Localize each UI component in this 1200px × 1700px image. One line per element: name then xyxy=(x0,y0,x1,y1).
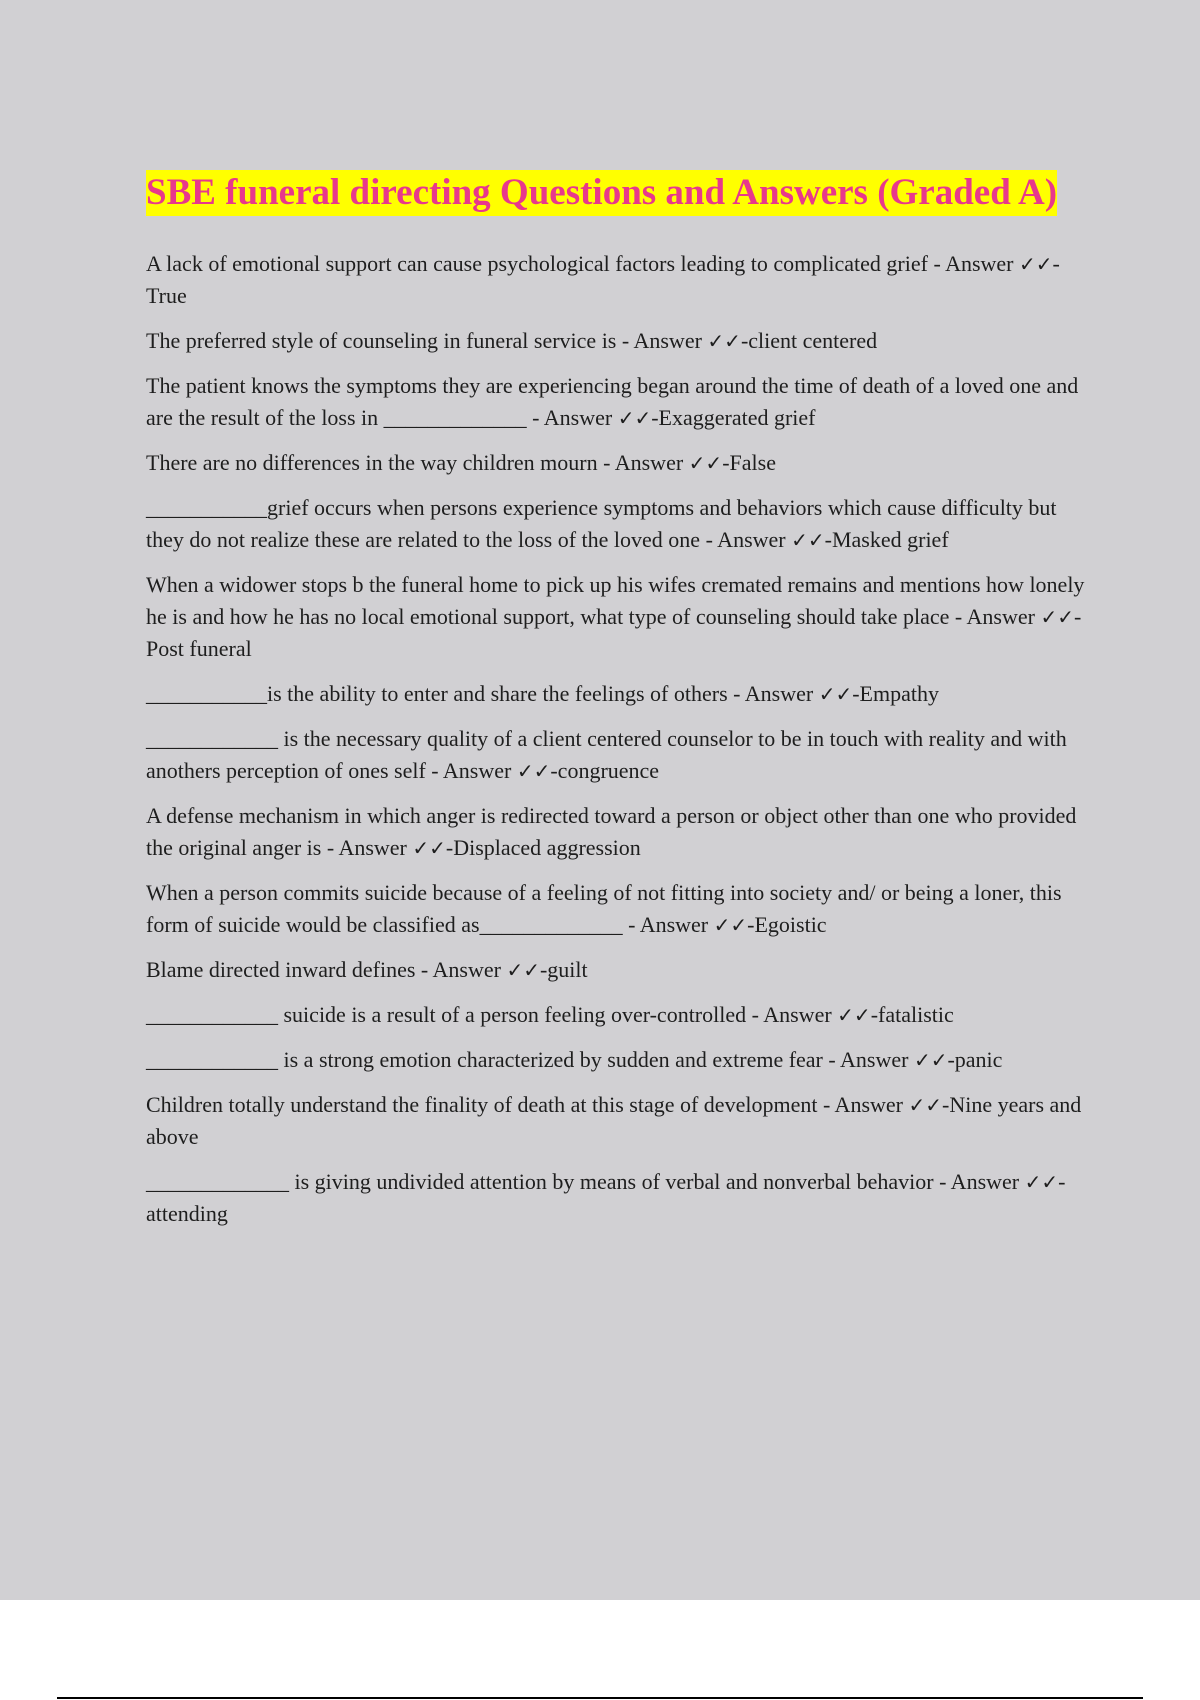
document-content xyxy=(146,170,1091,1243)
double-check-icon: ✓✓ xyxy=(1024,1170,1059,1194)
question-text: ____________ is a strong emotion characterized by sudden and extreme fear - Answer xyxy=(146,1047,914,1072)
answer-text: -panic xyxy=(947,1047,1003,1072)
double-check-icon: ✓✓ xyxy=(412,836,446,860)
answer-text: -fatalistic xyxy=(870,1002,954,1027)
qa-item xyxy=(146,447,1091,479)
qa-item xyxy=(146,370,1091,434)
question-text: The patient knows the symptoms they are experiencing began around the time of death of a loved one and are the result of the loss in _____________ - Answer xyxy=(146,373,1079,430)
answer-text: -Masked grief xyxy=(824,527,949,552)
answer-text: -Post funeral xyxy=(146,604,1082,661)
qa-item xyxy=(146,492,1091,556)
qa-item xyxy=(146,1044,1091,1076)
answer-text: -client centered xyxy=(740,328,878,353)
question-text: When a person commits suicide because of a feeling of not fitting into society and/ or being a loner, this form of suicide would be classified as_____________ - Answer xyxy=(146,880,1062,937)
question-text: ___________is the ability to enter and share the feelings of others - Answer xyxy=(146,681,819,706)
question-text: There are no differences in the way children mourn - Answer xyxy=(146,450,689,475)
page-divider-line xyxy=(57,1697,1143,1699)
question-text: The preferred style of counseling in funeral service is - Answer xyxy=(146,328,708,353)
answer-text: -congruence xyxy=(550,758,660,783)
double-check-icon: ✓✓ xyxy=(837,1003,871,1027)
question-text: ___________grief occurs when persons experience symptoms and behaviors which cause difficulty but they do not realize these are related to the loss of the loved one - Answer xyxy=(146,495,1057,552)
double-check-icon: ✓✓ xyxy=(617,406,652,430)
qa-item xyxy=(146,954,1091,986)
answer-text: -Exaggerated grief xyxy=(651,405,816,430)
answer-text: -True xyxy=(146,251,1060,308)
question-text: ____________ suicide is a result of a person feeling over-controlled - Answer xyxy=(146,1002,838,1027)
double-check-icon: ✓✓ xyxy=(908,1093,942,1117)
double-check-icon: ✓✓ xyxy=(516,759,551,783)
double-check-icon: ✓✓ xyxy=(1040,605,1074,629)
question-text: When a widower stops b the funeral home to pick up his wifes cremated remains and mentions how lonely he is and how he has no local emotional support, what type of counseling should take place - Answer xyxy=(146,572,1085,629)
double-check-icon: ✓✓ xyxy=(913,1048,948,1072)
double-check-icon: ✓✓ xyxy=(506,958,540,982)
qa-item xyxy=(146,1166,1091,1230)
double-check-icon: ✓✓ xyxy=(688,451,723,475)
question-text: A lack of emotional support can cause psychological factors leading to complicated grief - Answer xyxy=(146,251,1019,276)
next-page-area xyxy=(0,1600,1200,1700)
question-text: Children totally understand the finality of death at this stage of development - Answer xyxy=(146,1092,909,1117)
question-text: ____________ is the necessary quality of a client centered counselor to be in touch with reality and with anothers perception of ones self - Answer xyxy=(146,726,1067,783)
answer-text: -Displaced aggression xyxy=(445,835,641,860)
qa-item xyxy=(146,248,1091,312)
answer-text: -False xyxy=(722,450,776,475)
question-text: A defense mechanism in which anger is redirected toward a person or object other than one who provided the original anger is - Answer xyxy=(146,803,1077,860)
qa-item xyxy=(146,800,1091,864)
answer-text: -Egoistic xyxy=(747,912,827,937)
double-check-icon: ✓✓ xyxy=(1019,252,1053,276)
double-check-icon: ✓✓ xyxy=(818,682,853,706)
answer-text: -Nine years and above xyxy=(146,1092,1082,1149)
document-title: SBE funeral directing Questions and Answers (Graded A) xyxy=(146,170,1057,216)
question-text: Blame directed inward defines - Answer xyxy=(146,957,507,982)
qa-item xyxy=(146,325,1091,357)
qa-item xyxy=(146,999,1091,1031)
double-check-icon: ✓✓ xyxy=(791,528,825,552)
qa-item xyxy=(146,569,1091,665)
qa-item xyxy=(146,1089,1091,1153)
qa-item xyxy=(146,678,1091,710)
double-check-icon: ✓✓ xyxy=(713,913,748,937)
qa-item xyxy=(146,877,1091,941)
answer-text: -Empathy xyxy=(852,681,939,706)
answer-text: -attending xyxy=(146,1169,1066,1226)
answer-text: -guilt xyxy=(539,957,588,982)
qa-item xyxy=(146,723,1091,787)
question-text: _____________ is giving undivided attention by means of verbal and nonverbal behavior - Answer xyxy=(146,1169,1025,1194)
double-check-icon: ✓✓ xyxy=(707,329,741,353)
